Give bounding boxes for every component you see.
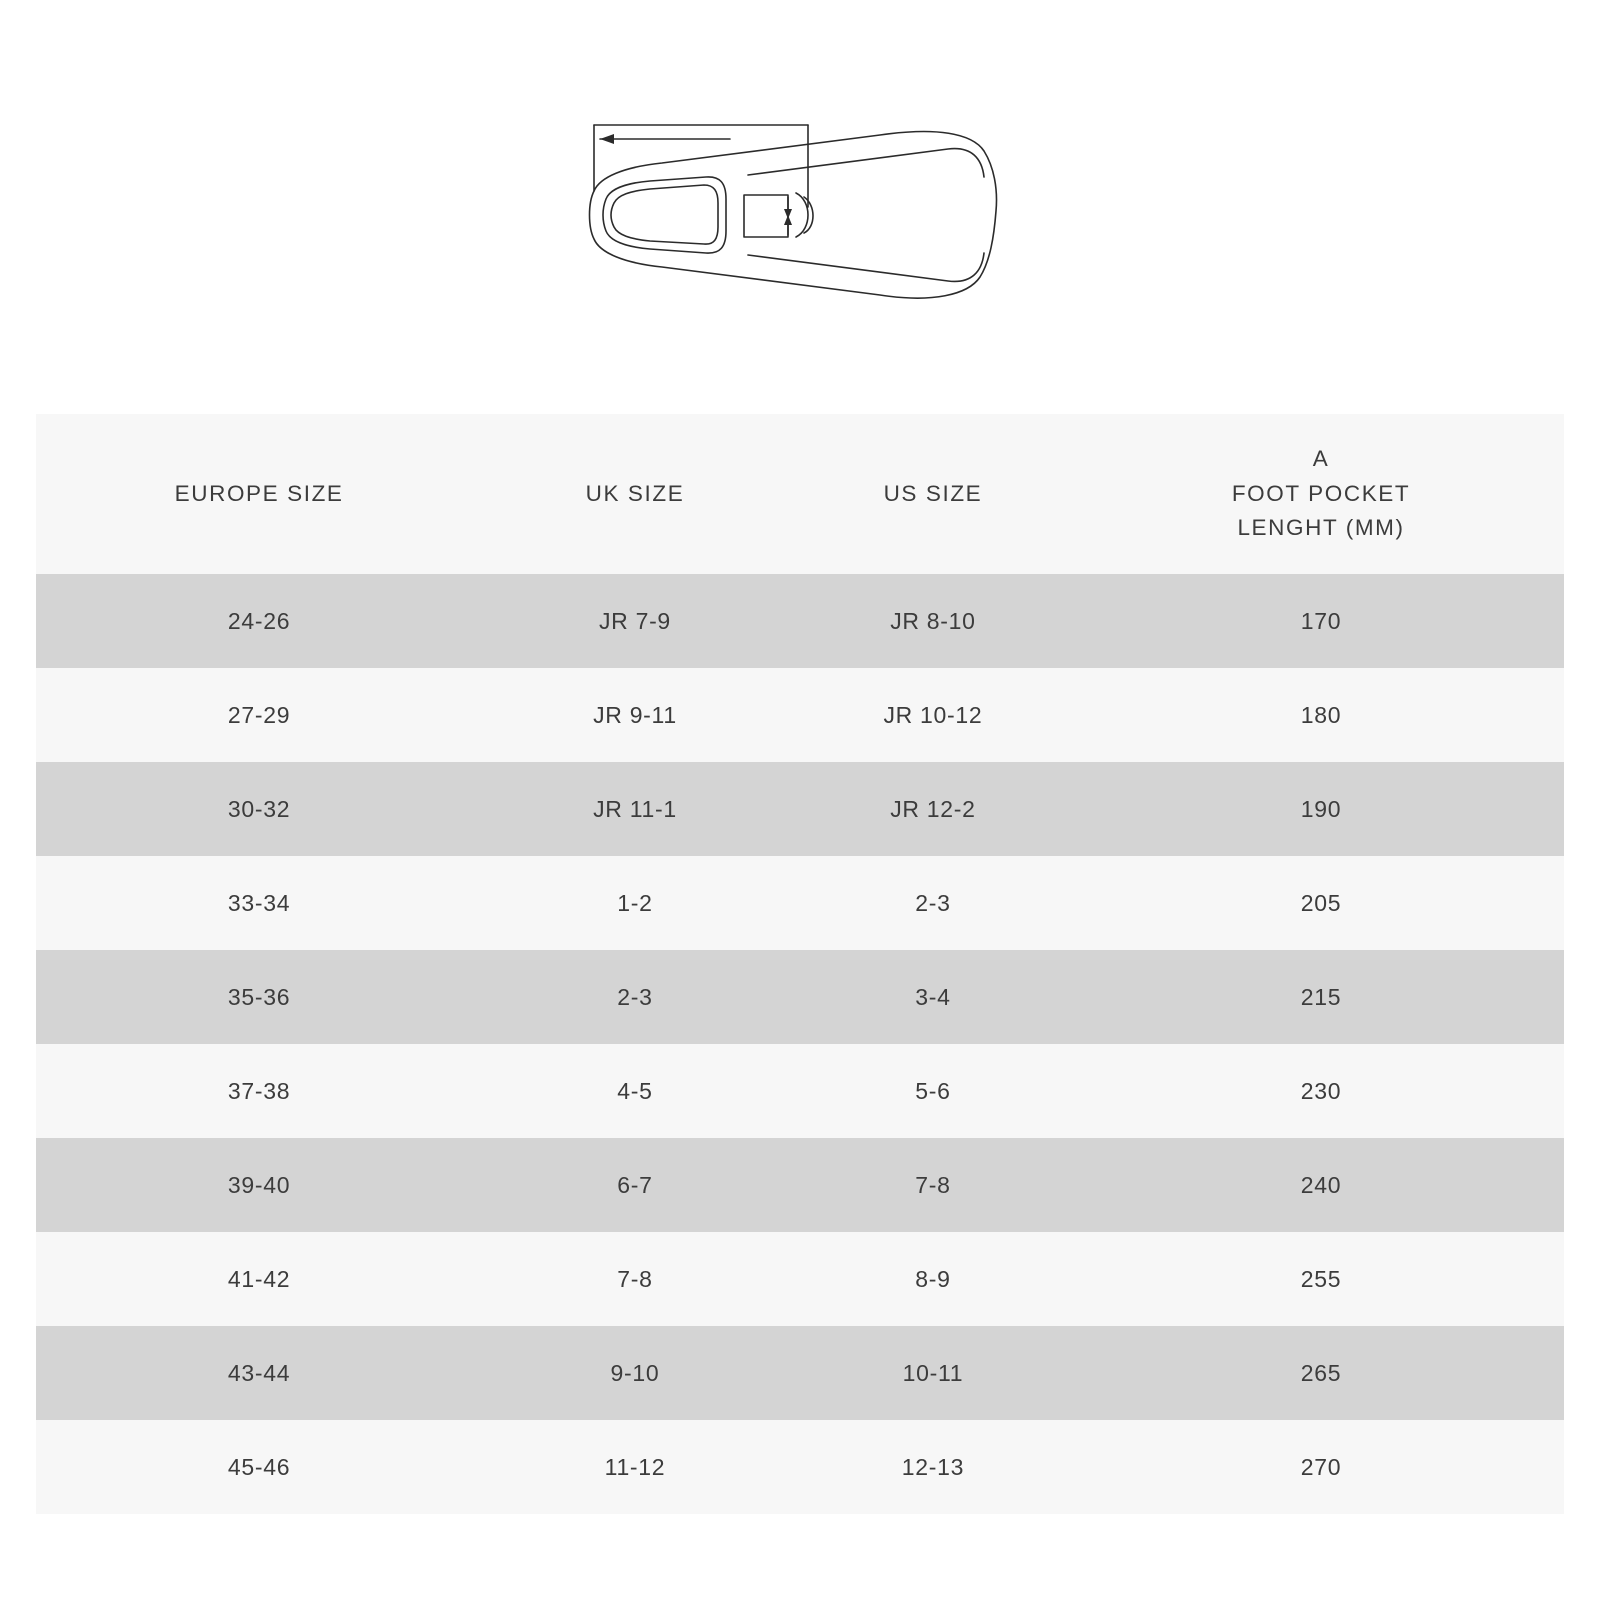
table-body bbox=[36, 574, 1564, 1514]
column-header-uk-size bbox=[482, 414, 788, 574]
column-header-us-size bbox=[788, 414, 1078, 574]
table-row bbox=[36, 762, 1564, 856]
cell-foot-pocket-length: 180 bbox=[1300, 701, 1342, 728]
cell-foot-pocket-length: 215 bbox=[1300, 983, 1342, 1010]
cell-europe-size: 37-38 bbox=[227, 1077, 291, 1104]
cell-us-size: JR 10-12 bbox=[883, 701, 983, 728]
column-header-europe-size-line1: EUROPE SIZE bbox=[174, 480, 344, 506]
table-header bbox=[36, 414, 1564, 574]
cell-us-size: 7-8 bbox=[915, 1171, 951, 1198]
table-row bbox=[36, 1326, 1564, 1420]
blade-rail-top bbox=[748, 149, 984, 177]
column-header-us-size-line1: US SIZE bbox=[883, 480, 983, 506]
cell-foot-pocket-length: 255 bbox=[1300, 1265, 1342, 1292]
fin-diagram bbox=[0, 95, 1600, 345]
cell-europe-size: 33-34 bbox=[227, 889, 291, 916]
cell-europe-size: 30-32 bbox=[227, 795, 291, 822]
cell-uk-size: 11-12 bbox=[604, 1453, 666, 1480]
cell-us-size: 8-9 bbox=[915, 1265, 951, 1292]
cell-foot-pocket-length: 265 bbox=[1300, 1359, 1342, 1386]
cell-europe-size: 39-40 bbox=[227, 1171, 291, 1198]
cell-foot-pocket-length: 230 bbox=[1300, 1077, 1342, 1104]
cell-uk-size: JR 9-11 bbox=[593, 701, 677, 728]
column-header-europe-size bbox=[36, 414, 482, 574]
cell-uk-size: 6-7 bbox=[617, 1171, 653, 1198]
table-row bbox=[36, 1232, 1564, 1326]
cell-us-size: JR 12-2 bbox=[890, 795, 976, 822]
table-row bbox=[36, 574, 1564, 668]
table-header-row bbox=[36, 414, 1564, 574]
measure-arrow-head bbox=[600, 134, 614, 144]
arrow-up-head bbox=[784, 215, 792, 225]
cell-us-size: 3-4 bbox=[915, 983, 951, 1010]
cell-uk-size: 7-8 bbox=[617, 1265, 653, 1292]
foot-pocket-inner bbox=[611, 185, 718, 244]
table-row bbox=[36, 1044, 1564, 1138]
column-header-uk-size-line1: UK SIZE bbox=[585, 480, 685, 506]
column-header-foot-pocket-length bbox=[1078, 414, 1564, 574]
blade-rail-bottom bbox=[748, 253, 984, 281]
table-row bbox=[36, 1420, 1564, 1514]
cell-uk-size: JR 11-1 bbox=[593, 795, 677, 822]
cell-us-size: 12-13 bbox=[901, 1453, 965, 1480]
table-row bbox=[36, 668, 1564, 762]
pocket-square-marker bbox=[744, 195, 788, 237]
cell-us-size: 10-11 bbox=[902, 1359, 964, 1386]
cell-foot-pocket-length: 170 bbox=[1300, 607, 1342, 634]
table-row bbox=[36, 856, 1564, 950]
cell-foot-pocket-length: 240 bbox=[1300, 1171, 1342, 1198]
fin-illustration-svg bbox=[580, 115, 1020, 325]
size-chart-table bbox=[36, 414, 1564, 1514]
cell-uk-size: JR 7-9 bbox=[598, 607, 671, 634]
cell-us-size: 2-3 bbox=[915, 889, 951, 916]
cell-uk-size: 2-3 bbox=[617, 983, 653, 1010]
cell-uk-size: 9-10 bbox=[610, 1359, 660, 1386]
cell-us-size: 5-6 bbox=[915, 1077, 951, 1104]
cell-foot-pocket-length: 190 bbox=[1300, 795, 1342, 822]
cell-us-size: JR 8-10 bbox=[890, 607, 976, 634]
cell-europe-size: 41-42 bbox=[227, 1265, 291, 1292]
cell-uk-size: 4-5 bbox=[617, 1077, 653, 1104]
fin-outline bbox=[590, 132, 997, 299]
column-header-foot-pocket-length-line3: LENGHT (MM) bbox=[1237, 515, 1405, 541]
cell-foot-pocket-length: 270 bbox=[1300, 1453, 1342, 1480]
size-table-container bbox=[36, 414, 1564, 1514]
cell-foot-pocket-length: 205 bbox=[1300, 889, 1342, 916]
cell-uk-size: 1-2 bbox=[617, 889, 653, 916]
table-row bbox=[36, 950, 1564, 1044]
column-header-foot-pocket-length-line1: A bbox=[1312, 445, 1330, 471]
cell-europe-size: 43-44 bbox=[227, 1359, 291, 1386]
column-header-foot-pocket-length-line2: FOOT POCKET bbox=[1231, 480, 1411, 506]
cell-europe-size: 35-36 bbox=[227, 983, 291, 1010]
table-row bbox=[36, 1138, 1564, 1232]
cell-europe-size: 27-29 bbox=[227, 701, 291, 728]
cell-europe-size: 24-26 bbox=[227, 607, 291, 634]
cell-europe-size: 45-46 bbox=[227, 1453, 291, 1480]
